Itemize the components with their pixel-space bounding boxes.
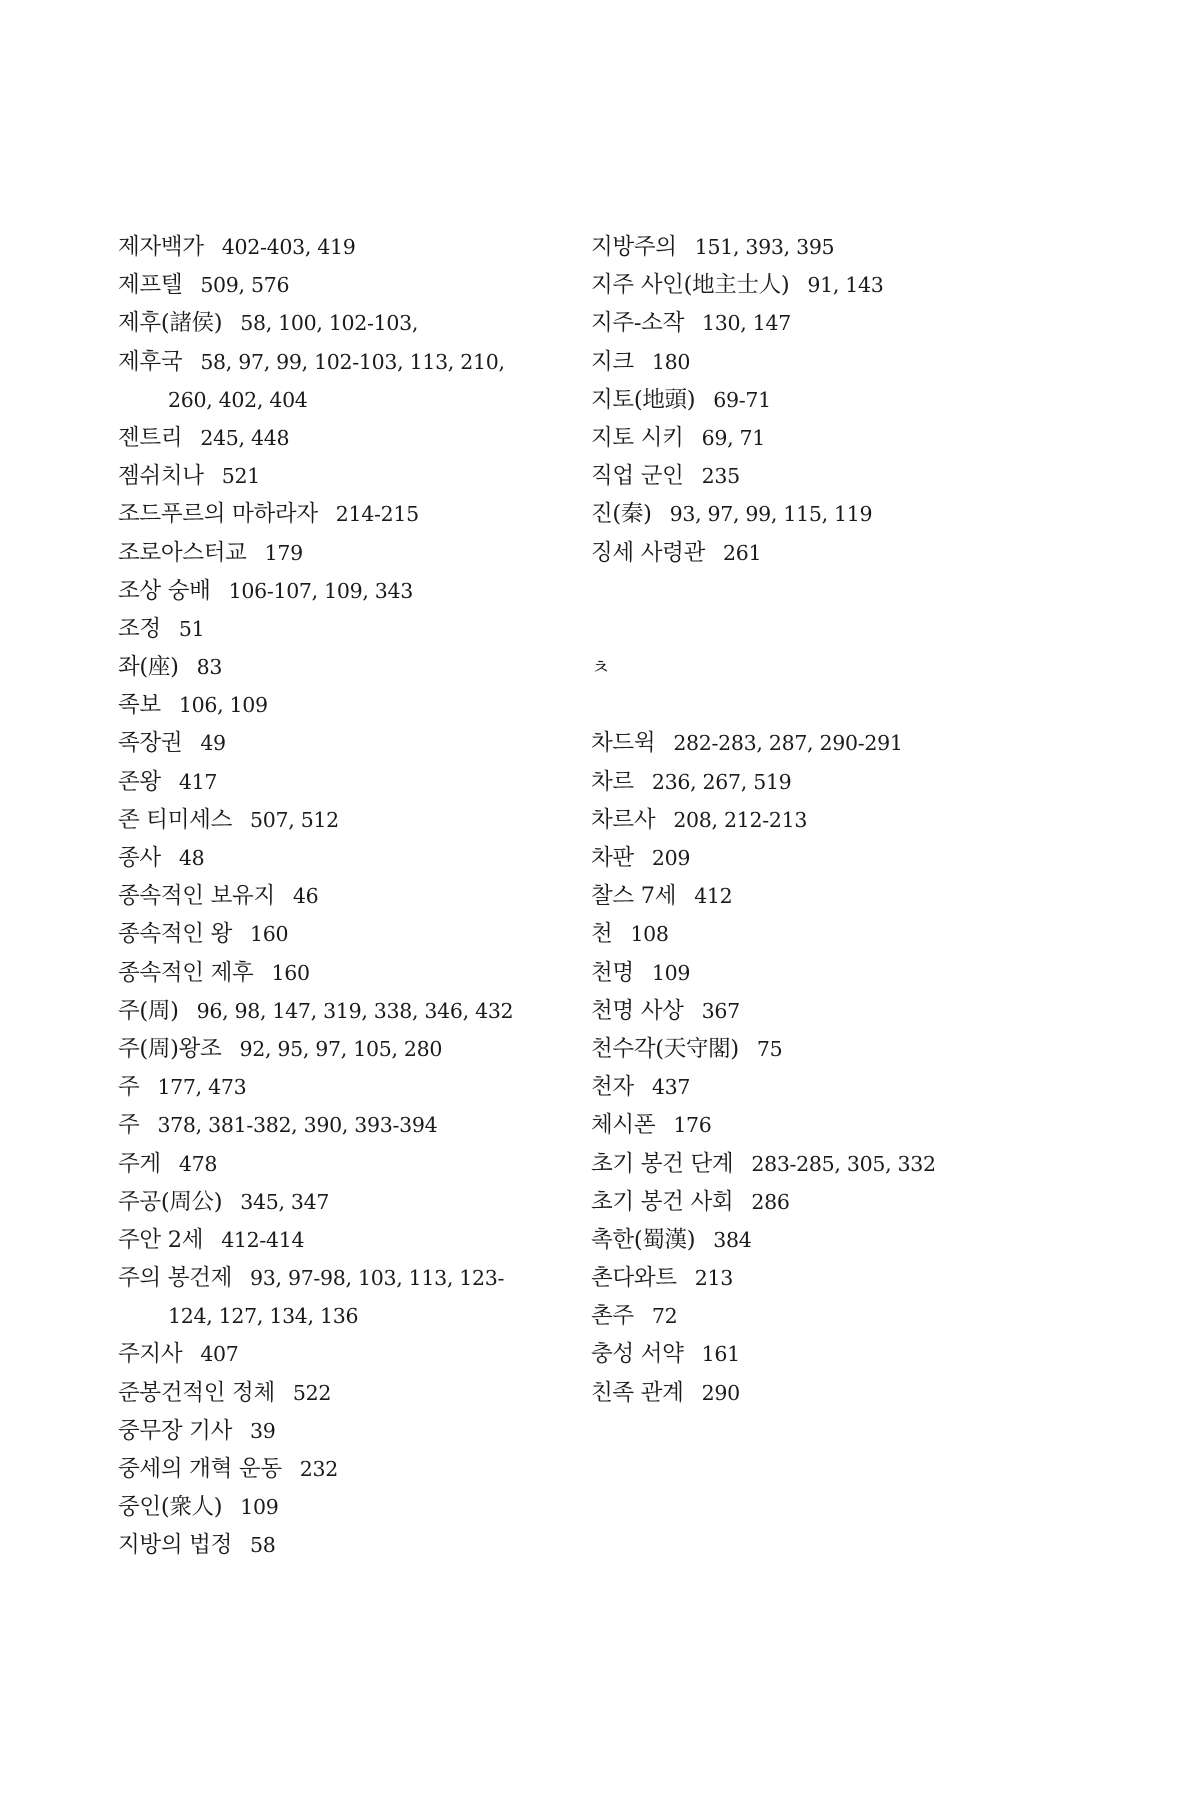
page-numbers: 412: [694, 884, 733, 909]
index-entry: [118, 877, 588, 915]
index-term: 촉한(蜀漢): [591, 1226, 696, 1253]
index-term: 주: [118, 1112, 140, 1139]
page-numbers: 245, 448: [200, 425, 290, 450]
index-entry: [591, 763, 1061, 801]
index-term: 차르: [591, 768, 634, 795]
index-entry: [118, 915, 588, 953]
index-entry: [118, 724, 588, 762]
index-term: 진(秦): [591, 501, 652, 528]
page-numbers: 283-285, 305, 332: [751, 1151, 936, 1176]
index-entry: [118, 1106, 588, 1144]
index-term: 주게: [118, 1150, 161, 1177]
index-term: 제후국: [118, 348, 183, 375]
page-numbers: 179: [264, 540, 303, 565]
index-term: 종사: [118, 845, 161, 871]
page-numbers: 96, 98, 147, 319, 338, 346, 432: [196, 998, 514, 1023]
index-entry: [591, 1145, 1061, 1183]
index-term: 중세의 개혁 운동: [118, 1456, 282, 1482]
index-entry: [118, 1145, 588, 1183]
page-numbers: 160: [250, 922, 289, 947]
blank-line: [591, 610, 1061, 648]
page-numbers: 69-71: [713, 387, 771, 412]
index-entry: [591, 1259, 1061, 1297]
blank-line: [591, 572, 1061, 610]
page-numbers: 160: [271, 960, 310, 985]
index-term: 충성 서약: [591, 1341, 684, 1368]
index-term: 주의 봉건제: [118, 1265, 233, 1292]
page-numbers: 180: [651, 349, 691, 374]
index-term: 중무장 기사: [118, 1417, 233, 1444]
index-entry: [118, 992, 588, 1030]
index-term: 족보: [118, 692, 161, 719]
index-term: 주안 2세: [118, 1226, 204, 1253]
index-entry: [118, 572, 588, 610]
index-term: 제자백가: [118, 234, 204, 260]
index-term: 좌(座): [118, 654, 179, 681]
index-term: 존 티미세스: [118, 806, 233, 833]
index-entry: [118, 304, 588, 342]
index-term: 체시폰: [591, 1112, 656, 1139]
index-column-right: [591, 228, 1061, 1412]
index-entry: [591, 343, 1061, 381]
page-numbers: 106, 109: [178, 693, 268, 718]
index-entry: [118, 1259, 588, 1297]
index-entry: [118, 1412, 588, 1450]
page-numbers: 72: [651, 1304, 678, 1329]
page-numbers: 151, 393, 395: [694, 235, 835, 259]
section-heading: [591, 648, 1061, 686]
page-numbers: 260, 402, 404: [168, 387, 308, 412]
index-entry: [591, 1030, 1061, 1068]
index-entry: [118, 1030, 588, 1068]
index-entry: [118, 1488, 588, 1526]
index-term: 찰스 7세: [591, 883, 677, 910]
page-numbers: 208, 212-213: [673, 807, 808, 832]
index-entry: [591, 839, 1061, 877]
index-term: 차르사: [591, 806, 656, 833]
index-entry: [118, 839, 588, 877]
index-term: 징세 사령관: [591, 539, 706, 566]
index-entry: [591, 1374, 1061, 1412]
index-entry: [591, 266, 1061, 304]
index-entry: [591, 1221, 1061, 1259]
index-term: 제프텔: [118, 272, 183, 299]
page-numbers: 521: [221, 464, 260, 489]
index-entry-continuation: [118, 381, 588, 419]
index-entry: [118, 1526, 588, 1564]
index-entry: [118, 495, 588, 533]
index-entry: [118, 1450, 588, 1488]
index-term: 조드푸르의 마하라자: [118, 501, 318, 528]
page-numbers: 176: [673, 1113, 712, 1138]
index-entry: [591, 992, 1061, 1030]
page-numbers: 507, 512: [250, 807, 339, 832]
index-entry: [118, 610, 588, 648]
index-entry: [118, 534, 588, 572]
page-numbers: 49: [200, 731, 226, 756]
page-numbers: 58, 100, 102-103,: [240, 311, 419, 336]
index-entry: [591, 495, 1061, 533]
index-entry: [591, 1335, 1061, 1373]
page-numbers: 522: [292, 1380, 332, 1405]
page-numbers: 402-403, 419: [221, 235, 356, 259]
page-numbers: 161: [701, 1342, 740, 1367]
page-numbers: 478: [178, 1151, 218, 1176]
index-entry: [591, 304, 1061, 342]
page-numbers: 108: [630, 922, 669, 947]
page-numbers: 58, 97, 99, 102-103, 113, 210,: [200, 349, 505, 374]
index-entry: [591, 724, 1061, 762]
index-term: 초기 봉건 사회: [591, 1188, 734, 1215]
index-term: 주공(周公): [118, 1188, 223, 1215]
index-entry: [591, 419, 1061, 457]
index-term: 천수각(天守閣): [591, 1035, 739, 1062]
index-entry: [591, 1297, 1061, 1335]
index-entry: [118, 343, 588, 381]
index-entry: [118, 1221, 588, 1259]
page-numbers: 109: [651, 960, 691, 985]
index-term: 주: [118, 1074, 140, 1101]
index-term: 젬쉬치나: [118, 463, 204, 490]
page-numbers: 177, 473: [157, 1075, 247, 1100]
index-entry: [591, 801, 1061, 839]
page-numbers: 46: [292, 884, 319, 909]
index-entry: [118, 763, 588, 801]
index-term: 지주 사인(地主士人): [591, 272, 790, 299]
index-entry: [591, 534, 1061, 572]
index-term: 주(周)왕조: [118, 1035, 222, 1062]
index-entry: [591, 1106, 1061, 1144]
page-numbers: 214-215: [335, 502, 419, 527]
index-term: 지방주의: [591, 234, 677, 260]
index-term: 주지사: [118, 1341, 183, 1368]
index-entry: [591, 877, 1061, 915]
index-entry: [118, 1335, 588, 1373]
index-entry: [591, 915, 1061, 953]
page-numbers: 92, 95, 97, 105, 280: [239, 1036, 443, 1061]
index-entry: [118, 266, 588, 304]
index-entry: [591, 228, 1061, 266]
index-term: 지주-소작: [591, 310, 685, 337]
index-entry: [118, 801, 588, 839]
page-numbers: 83: [196, 655, 223, 680]
index-term: 준봉건적인 정체: [118, 1379, 275, 1406]
blank-line: [591, 686, 1061, 724]
page-numbers: 93, 97, 99, 115, 119: [669, 502, 873, 527]
index-term: 주(周): [118, 997, 179, 1024]
index-entry: [118, 686, 588, 724]
page-numbers: 378, 381-382, 390, 393-394: [157, 1113, 438, 1138]
index-term: 종속적인 보유지: [118, 883, 275, 910]
index-entry: [118, 228, 588, 266]
index-term: 직업 군인: [591, 463, 684, 490]
page-numbers: 75: [756, 1036, 783, 1061]
index-term: 존왕: [118, 768, 161, 795]
page-numbers: 261: [723, 540, 762, 565]
index-term: 중인(衆人): [118, 1494, 223, 1521]
index-term: 천명 사상: [591, 997, 684, 1024]
index-term: 종속적인 제후: [118, 959, 254, 986]
index-entry: [591, 457, 1061, 495]
page-numbers: 412-414: [221, 1227, 305, 1252]
page-numbers: 509, 576: [200, 273, 290, 298]
index-term: 지토 시키: [591, 424, 684, 451]
page-numbers: 282-283, 287, 290-291: [673, 731, 903, 756]
index-entry: [591, 1183, 1061, 1221]
index-term: 천자: [591, 1074, 634, 1101]
page-numbers: 367: [701, 998, 740, 1023]
index-entry: [591, 381, 1061, 419]
index-term: 차드윅: [591, 730, 656, 757]
index-term: 조정: [118, 615, 161, 642]
index-entry: [591, 954, 1061, 992]
page-numbers: 407: [200, 1342, 239, 1367]
index-term: 제후(諸侯): [118, 310, 223, 337]
page-numbers: 437: [651, 1075, 691, 1100]
page-numbers: 213: [694, 1266, 733, 1291]
page-numbers: 51: [178, 616, 205, 641]
index-term: 지방의 법정: [118, 1532, 233, 1559]
index-term: 친족 관계: [591, 1379, 684, 1406]
index-term: 차판: [591, 845, 634, 871]
page-numbers: 286: [751, 1189, 790, 1214]
page-numbers: 124, 127, 134, 136: [168, 1304, 359, 1329]
page-numbers: 384: [713, 1227, 752, 1252]
page-numbers: 235: [701, 464, 740, 489]
index-entry: [118, 1374, 588, 1412]
page-numbers: 93, 97-98, 103, 113, 123-: [250, 1266, 505, 1291]
index-entry: [118, 954, 588, 992]
page-numbers: 106-107, 109, 343: [228, 578, 413, 603]
index-entry: [118, 419, 588, 457]
section-heading-label: ㅊ: [591, 655, 611, 680]
index-term: 촌주: [591, 1303, 634, 1330]
index-term: 젠트리: [118, 424, 183, 451]
index-term: 촌다와트: [591, 1265, 677, 1292]
index-entry: [591, 1068, 1061, 1106]
index-term: 족장권: [118, 730, 183, 757]
page-numbers: 109: [240, 1495, 279, 1520]
page-numbers: 232: [299, 1457, 338, 1481]
index-term: 지토(地頭): [591, 386, 696, 413]
index-entry: [118, 648, 588, 686]
index-entry: [118, 457, 588, 495]
index-term: 초기 봉건 단계: [591, 1150, 734, 1177]
page-numbers: 69, 71: [701, 425, 765, 450]
index-column-left: [118, 228, 588, 1565]
index-entry: [118, 1183, 588, 1221]
index-term: 조상 숭배: [118, 577, 211, 604]
page-numbers: 48: [178, 846, 205, 870]
page-numbers: 91, 143: [807, 273, 884, 298]
page-numbers: 417: [178, 769, 218, 794]
page-numbers: 39: [250, 1418, 276, 1443]
page-numbers: 236, 267, 519: [651, 769, 792, 794]
index-term: 지크: [591, 348, 634, 375]
page-numbers: 58: [250, 1533, 276, 1558]
page-numbers: 209: [651, 846, 691, 870]
page-numbers: 345, 347: [240, 1189, 330, 1214]
index-entry-continuation: [118, 1297, 588, 1335]
index-term: 조로아스터교: [118, 539, 247, 566]
page-numbers: 130, 147: [702, 311, 791, 336]
index-term: 천: [591, 921, 613, 948]
index-entry: [118, 1068, 588, 1106]
index-term: 천명: [591, 959, 634, 986]
index-term: 종속적인 왕: [118, 921, 233, 948]
page-numbers: 290: [701, 1380, 740, 1405]
